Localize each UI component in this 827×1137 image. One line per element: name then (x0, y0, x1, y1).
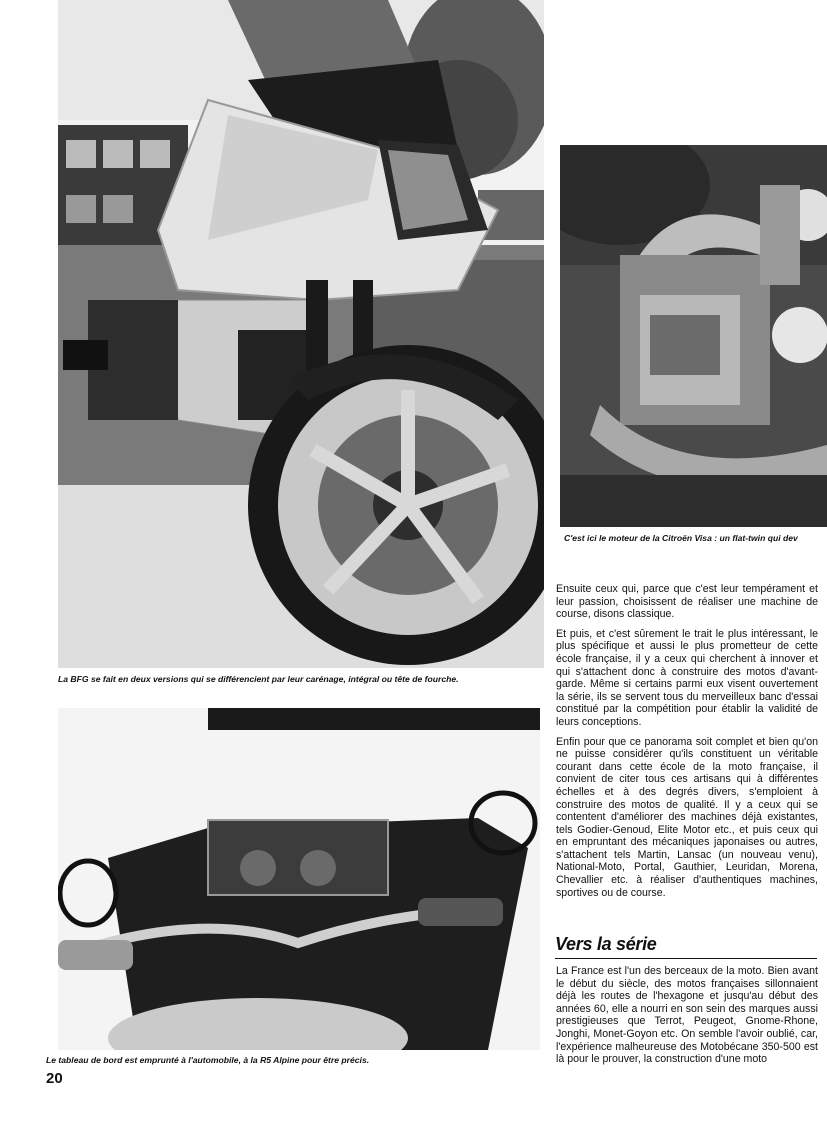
photo-motorcycle-front (58, 0, 544, 668)
article-column (556, 583, 818, 906)
page-number: 20 (46, 1070, 63, 1087)
motorcycle-front-image (58, 0, 544, 668)
photo-dashboard (58, 708, 540, 1050)
caption-dashboard: Le tableau de bord est emprunté à l'automobile, à la R5 Alpine pour être précis. (46, 1055, 370, 1065)
section-heading: Vers la série (555, 934, 817, 959)
engine-image (560, 145, 827, 527)
dashboard-image (58, 708, 540, 1050)
section-column (556, 965, 818, 1073)
article-paragraph: Ensuite ceux qui, parce que c'est leur tempérament et leur passion, choisissent de réaliser une machine de course, disons classique. (556, 583, 818, 621)
caption-motorcycle-front: La BFG se fait en deux versions qui se différencient par leur carénage, intégral ou tête de fourche. (58, 674, 459, 684)
photo-engine (560, 145, 827, 527)
caption-engine: C'est ici le moteur de la Citroën Visa : un flat-twin qui dev (564, 533, 798, 543)
section-paragraph: La France est l'un des berceaux de la moto. Bien avant le début du siècle, des motos françaises sillonnaient déjà les routes de l'hexagone et jusqu'au début des années 60, elle a nourri en son sein des marques aussi prestigieuses que Terrot, Peugeot, Gnome-Rhone, Jonghi, Monet-Goyon etc. On semble l'avoir oublié, car, l'expérience malheureuse des Motobécane 350-500 est là pour le prouver, la construction d'une moto (556, 965, 818, 1066)
article-paragraph: Enfin pour que ce panorama soit complet et bien qu'on ne puisse considérer qu'ils constituent un véritable courant dans cette école de la moto française, il convient de citer tous ces artisans qui à différentes échelles et à des degrés divers, s'emploient à construire des motos de qualité. Il y a ceux qui se contentent d'améliorer des machines déjà existantes, tels Godier-Genoud, Elite Motor etc., et puis ceux qui en empruntant des mécaniques japonaises ou autres, s'attachent tels Martin, Lansac (un nouveau venu), National-Moto, Portal, Gauthier, Leuridan, Morena, Chevallier etc. à réaliser d'authentiques machines, sportives ou de course. (556, 735, 818, 899)
article-paragraph: Et puis, et c'est sûrement le trait le plus intéressant, le plus spécifique et aussi le plus prometteur de cette école française, il y a ceux qui cherchent à innover et qui s'attachent donc à construire des motos d'avant-garde. Même si certains parmi eux visent ouvertement la série, ils se servent tous du merveilleux banc d'essai constitué par la compétition pour établir la validité de leurs conceptions. (556, 627, 818, 728)
